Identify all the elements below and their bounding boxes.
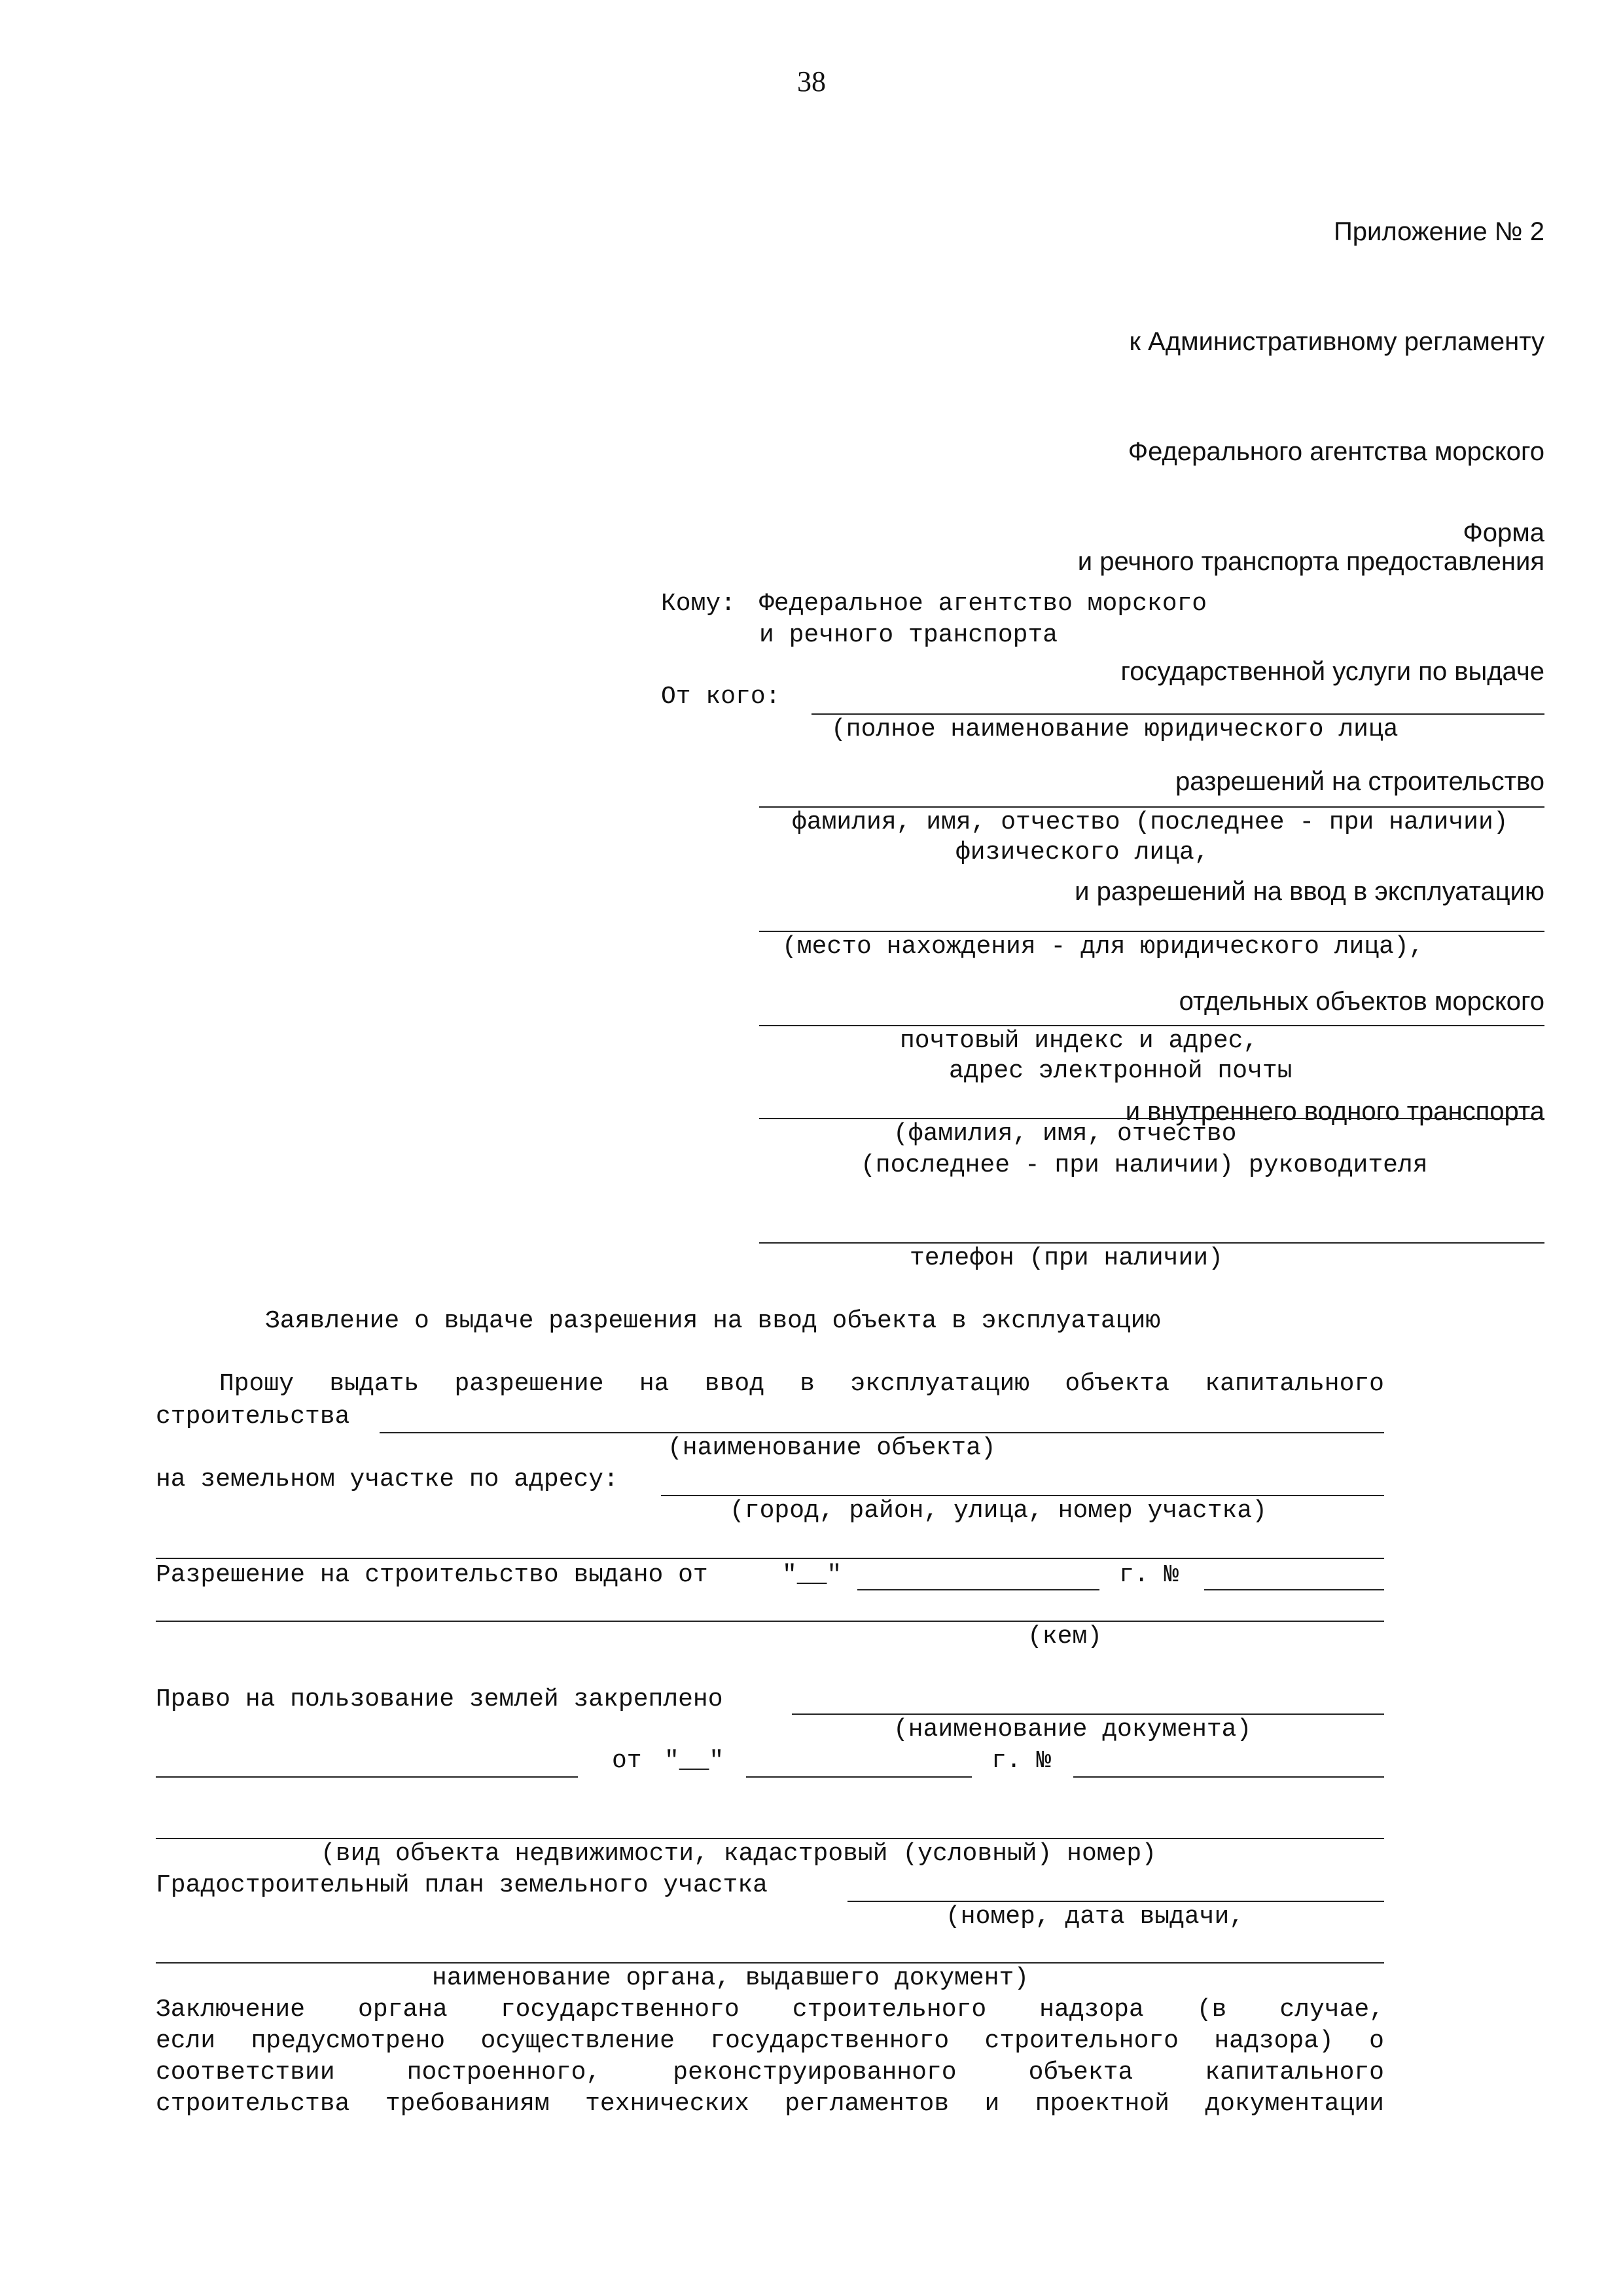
address-field-line-2[interactable]: [156, 1558, 1384, 1559]
from-label: От кого:: [661, 683, 781, 711]
conclusion-line-4: строительства требованиям технических регламентов и проектной документации: [156, 2090, 1384, 2118]
land-right-label: Право на пользование землей закреплено: [156, 1685, 723, 1713]
land-from-label: от: [612, 1747, 642, 1775]
land-number-field-line[interactable]: [1073, 1776, 1384, 1778]
hint-person-name-2: физического лица,: [955, 838, 1209, 867]
hint-by-whom: (кем): [1027, 1623, 1103, 1651]
hint-phone: телефон (при наличии): [910, 1244, 1223, 1272]
address-label: на земельном участке по адресу:: [156, 1465, 618, 1494]
hint-head-name-2: (последнее - при наличии) руководителя: [861, 1151, 1428, 1179]
hint-address: (город, район, улица, номер участка): [730, 1497, 1267, 1525]
permit-date-field-line[interactable]: [857, 1589, 1099, 1590]
land-date-field-line[interactable]: [746, 1776, 972, 1778]
hint-property: (вид объекта недвижимости, кадастровый (условный) номер): [321, 1840, 1157, 1868]
hint-legal-name: (полное наименование юридического лица: [831, 715, 1399, 744]
hint-object-name: (наименование объекта): [668, 1434, 996, 1462]
hint-doc-name: (наименование документа): [893, 1715, 1252, 1744]
appendix-line: государственной услуги по выдаче: [1120, 657, 1544, 686]
appendix-line: и речного транспорта предоставления: [1077, 547, 1544, 576]
form-label: Форма: [1463, 518, 1544, 547]
recipient-label: Кому:: [661, 590, 736, 618]
hint-postal: почтовый индекс и адрес,: [900, 1027, 1258, 1055]
hint-email: адрес электронной почты: [949, 1057, 1293, 1085]
appendix-line: и разрешений на ввод в эксплуатацию: [1075, 877, 1544, 906]
permit-label: Разрешение на строительство выдано от: [156, 1561, 708, 1589]
hint-location: (место нахождения - для юридического лица),: [782, 933, 1424, 961]
permit-issuer-field-line[interactable]: [156, 1621, 1384, 1622]
permit-number-field-line[interactable]: [1204, 1589, 1384, 1590]
conclusion-line-2: если предусмотрено осуществление государственного строительного надзора) о: [156, 2027, 1384, 2055]
appendix-header: [851, 140, 1544, 1166]
conclusion-line-3: соответствии построенного, реконструированного объекта капитального: [156, 2058, 1384, 2087]
recipient-line-1: Федеральное агентство морского: [759, 590, 1207, 618]
appendix-line: и внутреннего водного транспорта: [1125, 1097, 1544, 1126]
recipient-line-2: и речного транспорта: [759, 621, 1058, 649]
permit-year-no: г. №: [1119, 1561, 1179, 1589]
conclusion-line-1: Заключение органа государственного строительного надзора (в случае,: [156, 1996, 1384, 2024]
land-year-no: г. №: [991, 1747, 1052, 1775]
hint-issuer: наименование органа, выдавшего документ): [432, 1964, 1029, 1992]
page-number: 38: [797, 65, 826, 98]
request-line-2: строительства: [156, 1403, 350, 1431]
hint-head-name: (фамилия, имя, отчество: [893, 1120, 1237, 1148]
land-doc-field-line-2[interactable]: [156, 1776, 578, 1778]
document-title: Заявление о выдаче разрешения на ввод объекта в эксплуатацию: [265, 1307, 1161, 1335]
land-date-quote: "__": [664, 1747, 724, 1775]
appendix-line: Приложение № 2: [1334, 217, 1544, 246]
gpzu-label: Градостроительный план земельного участка: [156, 1871, 768, 1899]
hint-person-name: фамилия, имя, отчество (последнее - при наличии): [792, 808, 1508, 836]
appendix-line: к Административному регламенту: [1129, 327, 1544, 356]
appendix-line: отдельных объектов морского: [1179, 987, 1544, 1016]
permit-date-quote: "__": [782, 1561, 842, 1589]
appendix-line: разрешений на строительство: [1175, 767, 1544, 796]
appendix-line: Федерального агентства морского: [1128, 437, 1544, 466]
hint-gpzu: (номер, дата выдачи,: [946, 1903, 1245, 1931]
request-line-1: Прошу выдать разрешение на ввод в эксплуатацию объекта капитального: [219, 1370, 1384, 1398]
